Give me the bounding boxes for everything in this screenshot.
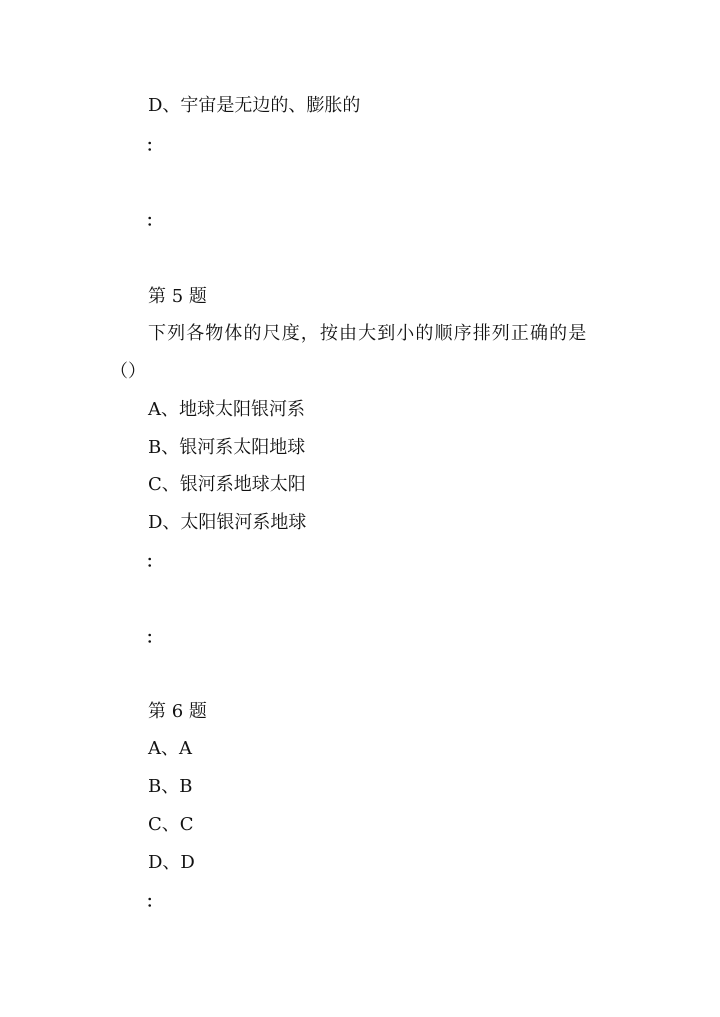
q6-option-c: C、C [148,814,194,835]
q6-answer-label: ： [146,892,163,911]
q5-option-a: A、地球太阳银河系 [148,399,305,420]
q5-stem-blank: （） [110,361,146,382]
q5-analysis-label: ： [146,628,163,647]
q6-option-b: B、B [148,776,193,797]
q5-stem: 下列各物体的尺度，按由大到小的顺序排列正确的是 [148,323,588,344]
q5-answer-label: ： [146,552,163,571]
q5-option-c: C、银河系地球太阳 [148,474,306,495]
q4-analysis-label: ： [146,211,163,230]
q5-option-d: D、太阳银河系地球 [148,512,307,533]
q6-title: 第 6 题 [148,701,207,722]
q6-option-a: A、A [148,738,192,759]
q5-option-b: B、银河系太阳地球 [148,437,306,458]
q5-title: 第 5 题 [148,286,207,307]
q6-option-d: D、D [148,852,195,873]
q4-answer-label: ： [146,136,163,155]
q4-option-d: D、宇宙是无边的、膨胀的 [148,95,361,116]
